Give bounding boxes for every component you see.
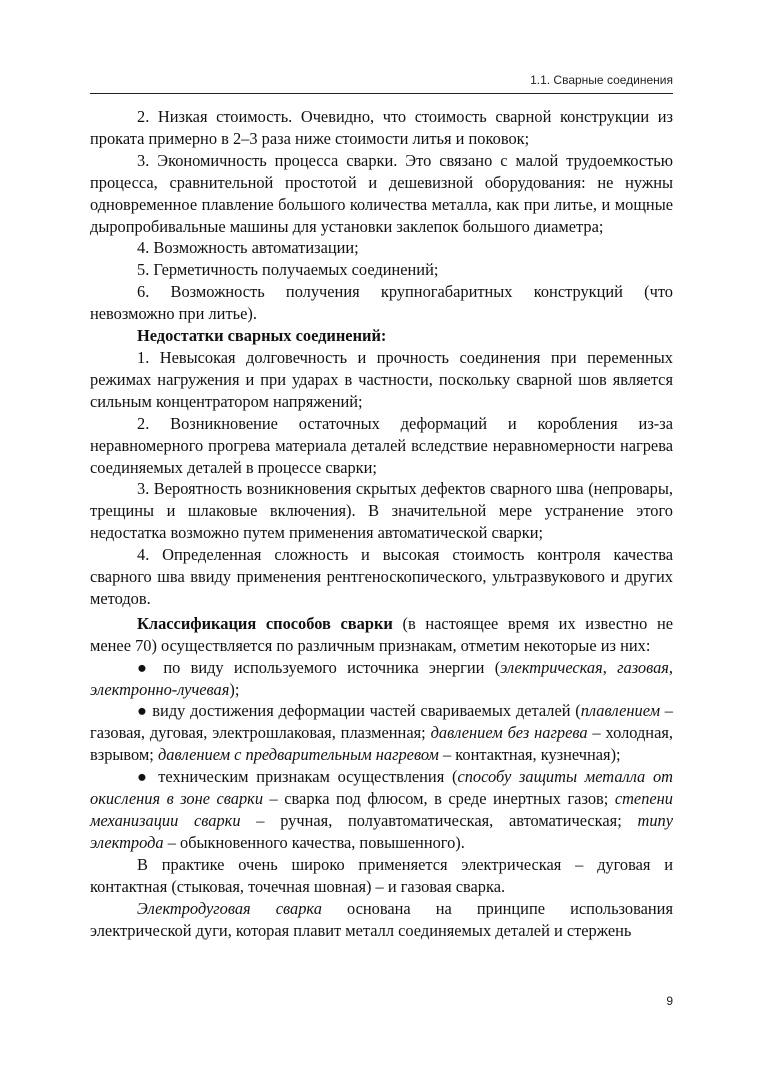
paragraph-automation: 4. Возможность автоматизации; <box>137 238 359 258</box>
italic-term: электронно-лучевая <box>90 679 230 699</box>
bullet-text: – обыкновенного качества, повышенного). <box>163 832 465 852</box>
italic-term: давлением без нагрева <box>430 723 588 743</box>
bullet-text: , <box>668 657 673 677</box>
bullet-text: – газовая, дуговая, электрошлаковая, плазменная; <box>90 701 673 743</box>
classification-term: Классификация способов сварки <box>137 613 393 633</box>
running-title: 1.1. Сварные соединения <box>530 73 673 87</box>
bullet-text: ● по виду используемого источника энергии ( <box>137 657 501 677</box>
bullet-text: ● техническим признакам осуществления ( <box>137 767 458 787</box>
paragraph-durability: 1. Невысокая долговечность и прочность соединения при переменных режимах нагружения и при ударах в частности, поскольку сварной шов является сильным концентратором напряжений; <box>90 347 673 411</box>
italic-term: способу защиты металла от окисления в зоне сварки <box>90 767 673 809</box>
italic-term: электрическая <box>500 657 603 677</box>
paragraph-quality-control: 4. Определенная сложность и высокая стоимость контроля качества сварного шва ввиду применения рентгеноскопического, ультразвукового и других методов. <box>90 545 673 608</box>
paragraph-large-structures: 6. Возможность получения крупногабаритных конструкций (что невозможно при литье). <box>90 282 673 324</box>
paragraph-low-cost: 2. Низкая стоимость. Очевидно, что стоимость сварной конструкции из проката примерно в 2–3 раза ниже стоимости литья и поковок; <box>90 107 673 148</box>
classification-text: (в настоящее время их известно не менее 70) осуществляется по различным признакам, отметим некоторые из них: <box>90 613 673 655</box>
section-heading-drawbacks: Недостатки сварных соединений: <box>137 326 387 346</box>
bullet-technical-features <box>90 766 673 854</box>
bullet-energy-source <box>90 657 673 701</box>
bullet-text: – контактная, кузнечная); <box>438 745 621 765</box>
paragraph-deformation: 2. Возникновение остаточных деформаций и коробления из-за неравномерного прогрева материала деталей вследствие неравномерности нагрева соединяемых деталей в процессе сварки; <box>90 413 673 477</box>
page-body <box>90 106 673 941</box>
paragraph-classification <box>90 613 673 657</box>
page-number: 9 <box>666 994 673 1008</box>
bullet-deformation-method <box>90 700 673 766</box>
arc-welding-text: основана на принципе использования электрической дуги, которая плавит металл соединяемых деталей и стержень <box>90 898 673 940</box>
arc-welding-term: Электродуговая сварка <box>137 898 322 918</box>
italic-term: типу электрода <box>90 811 673 852</box>
bullet-text: – холодная, взрывом; <box>90 723 673 765</box>
paragraph-hermeticity: 5. Герметичность получаемых соединений; <box>137 260 439 280</box>
paragraph-arc-welding <box>90 898 673 942</box>
italic-term: степени механизации сварки <box>90 789 673 830</box>
paragraph-practice: В практике очень широко применяется электрическая – дуговая и контактная (стыковая, точечная шовная) – и газовая сварка. <box>90 854 673 896</box>
paragraph-defects: 3. Вероятность возникновения скрытых дефектов сварного шва (непровары, трещины и шлаковые включения). В значительной мере устранение этого недостатка возможно путем применения автоматической сварки; <box>90 479 673 543</box>
italic-term: газовая <box>617 657 669 677</box>
bullet-text: – сварка под флюсом, в среде инертных газов; <box>263 789 615 809</box>
header-rule <box>90 93 673 94</box>
bullet-text: ● виду достижения деформации частей свариваемых деталей ( <box>137 701 581 721</box>
bullet-text: ); <box>229 679 240 699</box>
paragraph-economy: 3. Экономичность процесса сварки. Это связано с малой трудоемкостью процесса, сравнительной простотой и дешевизной оборудования: не нужны одновременное плавление большого количества металла, как при литье, и мощные дыропробивальные машины для установки заклепок большого диаметра; <box>90 150 673 236</box>
italic-term: давлением с предварительным нагревом <box>157 745 439 765</box>
bullet-text: – ручная, полуавтоматическая, автоматическая; <box>240 811 638 830</box>
italic-term: плавлением <box>580 701 661 721</box>
bullet-text: , <box>602 657 618 677</box>
